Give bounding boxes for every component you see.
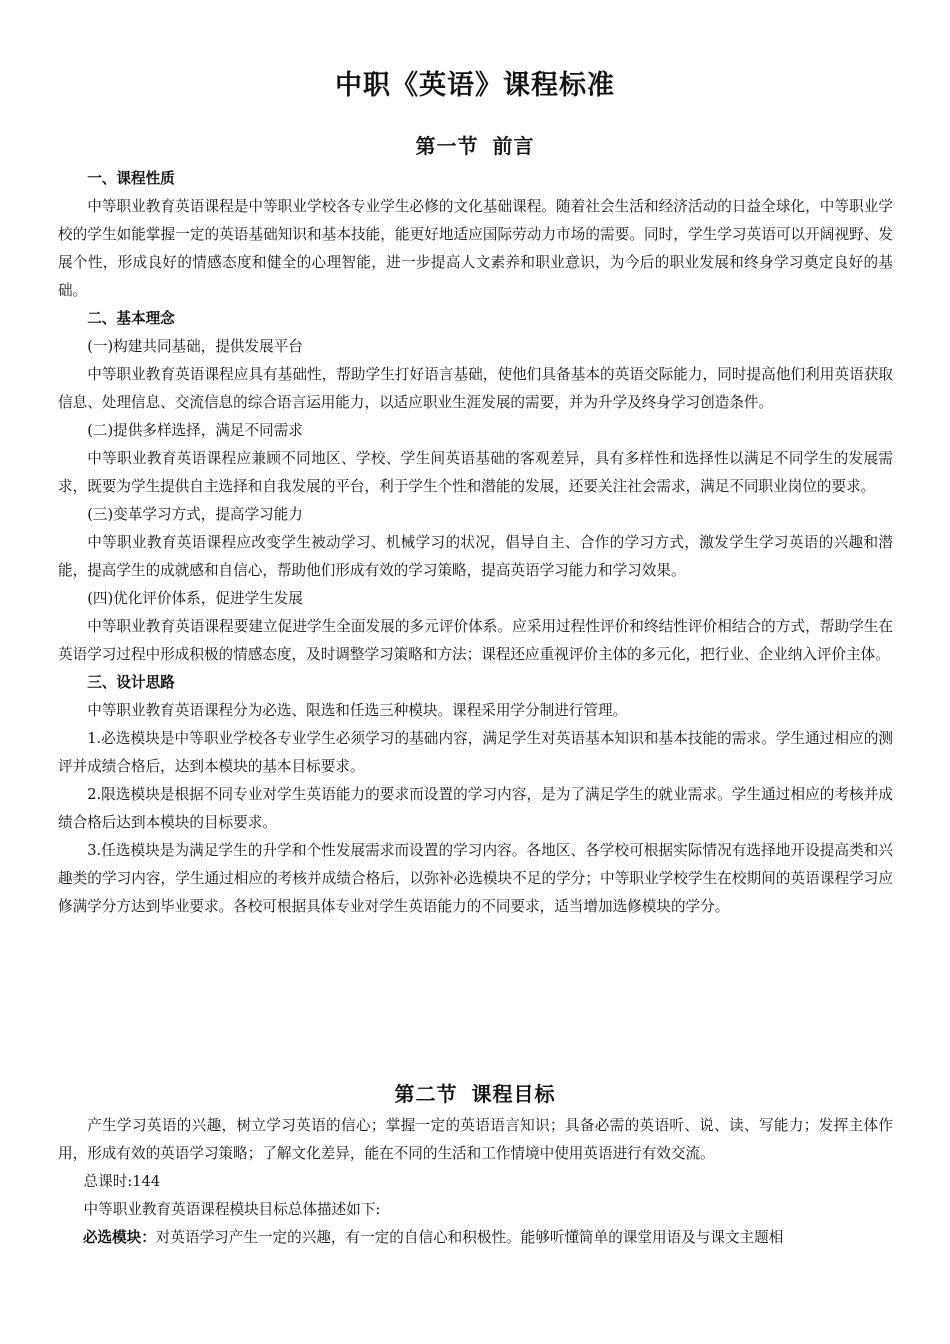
paragraph-course-goals: 产生学习英语的兴趣，树立学习英语的信心；掌握一定的英语语言知识；具备必需的英语听、说、读、写能力；发挥主体作用，形成有效的英语学习策略；了解文化差异，能在不同的生活和工作情境中使用英语进行有效交流。 [58,1117,893,1162]
paragraph-evaluation-system: 中等职业教育英语课程要建立促进学生全面发展的多元评价体系。应采用过程性评价和终结性评价相结合的方式，帮助学生在英语学习过程中形成积极的情感态度，及时调整学习策略和方法；课程还应重视评价主体的多元化，把行业、企业纳入评价主体。 [58,618,893,663]
section-2-title [0,1078,950,1110]
paragraph-required-module: 1.必选模块是中等职业学校各专业学生必须学习的基础内容，满足学生对英语基本知识和基本技能的需求。学生通过相应的测评并成绩合格后，达到本模块的基本目标要求。 [58,730,893,775]
section-2-body [58,1112,893,1252]
paragraph-learning-methods: 中等职业教育英语课程应改变学生被动学习、机械学习的状况，倡导自主、合作的学习方式，激发学生学习英语的兴趣和潜能，提高学生的成就感和自信心，帮助他们形成有效的学习策略，提高英语学习能力和学习效果。 [58,534,893,579]
required-module-text: 对英语学习产生一定的兴趣，有一定的自信心和积极性。能够听懂简单的课堂用语及与课文主题相 [155,1229,784,1246]
heading-design-ideas: 三、设计思路 [87,674,175,691]
section-2-name: 课程目标 [471,1082,556,1106]
subheading-diverse-choices: (二)提供多样选择，满足不同需求 [87,422,303,439]
section-1-name: 前言 [492,134,535,158]
required-module-goal [58,1224,893,1252]
heading-course-nature: 一、课程性质 [87,170,175,187]
subheading-learning-methods: (三)变革学习方式，提高学习能力 [87,506,303,523]
paragraph-course-nature: 中等职业教育英语课程是中等职业学校各专业学生必修的文化基础课程。随着社会生活和经济活动的日益全球化，中等职业学校的学生如能掌握一定的英语基础知识和基本技能，能更好地适应国际劳动力市场的需要。同时，学生学习英语可以开阔视野、发展个性，形成良好的情感态度和健全的心理智能，进一步提高人文素养和职业意识，为今后的职业发展和终身学习奠定良好的基础。 [58,198,893,299]
module-goals-intro: 中等职业教育英语课程模块目标总体描述如下: [83,1201,381,1218]
section-1-title [0,130,950,162]
paragraph-limited-module: 2.限选模块是根据不同专业对学生英语能力的要求而设置的学习内容，是为了满足学生的就业需求。学生通过相应的考核并成绩合格后达到本模块的目标要求。 [58,786,893,831]
section-2-number: 第二节 [394,1082,458,1106]
heading-basic-concepts: 二、基本理念 [87,310,175,327]
required-module-label: 必选模块： [82,1229,156,1246]
section-1-body [58,165,893,921]
subheading-common-foundation: (一)构建共同基础，提供发展平台 [87,338,303,355]
subheading-evaluation-system: (四)优化评价体系，促进学生发展 [87,590,303,607]
document-title: 中职《英语》课程标准 [335,70,615,101]
total-class-hours: 总课时:144 [83,1173,161,1190]
paragraph-elective-module: 3.任选模块是为满足学生的升学和个性发展需求而设置的学习内容。各地区、各学校可根据实际情况有选择地开设提高类和兴趣类的学习内容，学生通过相应的考核并成绩合格后，以弥补必选模块不足的学分；中等职业学校学生在校期间的英语课程学习应修满学分方达到毕业要求。各校可根据具体专业对学生英语能力的不同要求，适当增加选修模块的学分。 [58,842,893,915]
paragraph-module-overview: 中等职业教育英语课程分为必选、限选和任选三种模块。课程采用学分制进行管理。 [87,702,628,719]
paragraph-diverse-choices: 中等职业教育英语课程应兼顾不同地区、学校、学生间英语基础的客观差异，具有多样性和选择性以满足不同学生的发展需求，既要为学生提供自主选择和自我发展的平台，利于学生个性和潜能的发展，还要关注社会需求，满足不同职业岗位的要求。 [58,450,893,495]
section-1-number: 第一节 [415,134,479,158]
paragraph-common-foundation: 中等职业教育英语课程应具有基础性，帮助学生打好语言基础，使他们具备基本的英语交际能力，同时提高他们利用英语获取信息、处理信息、交流信息的综合语言运用能力，以适应职业生涯发展的需要，并为升学及终身学习创造条件。 [58,366,893,411]
